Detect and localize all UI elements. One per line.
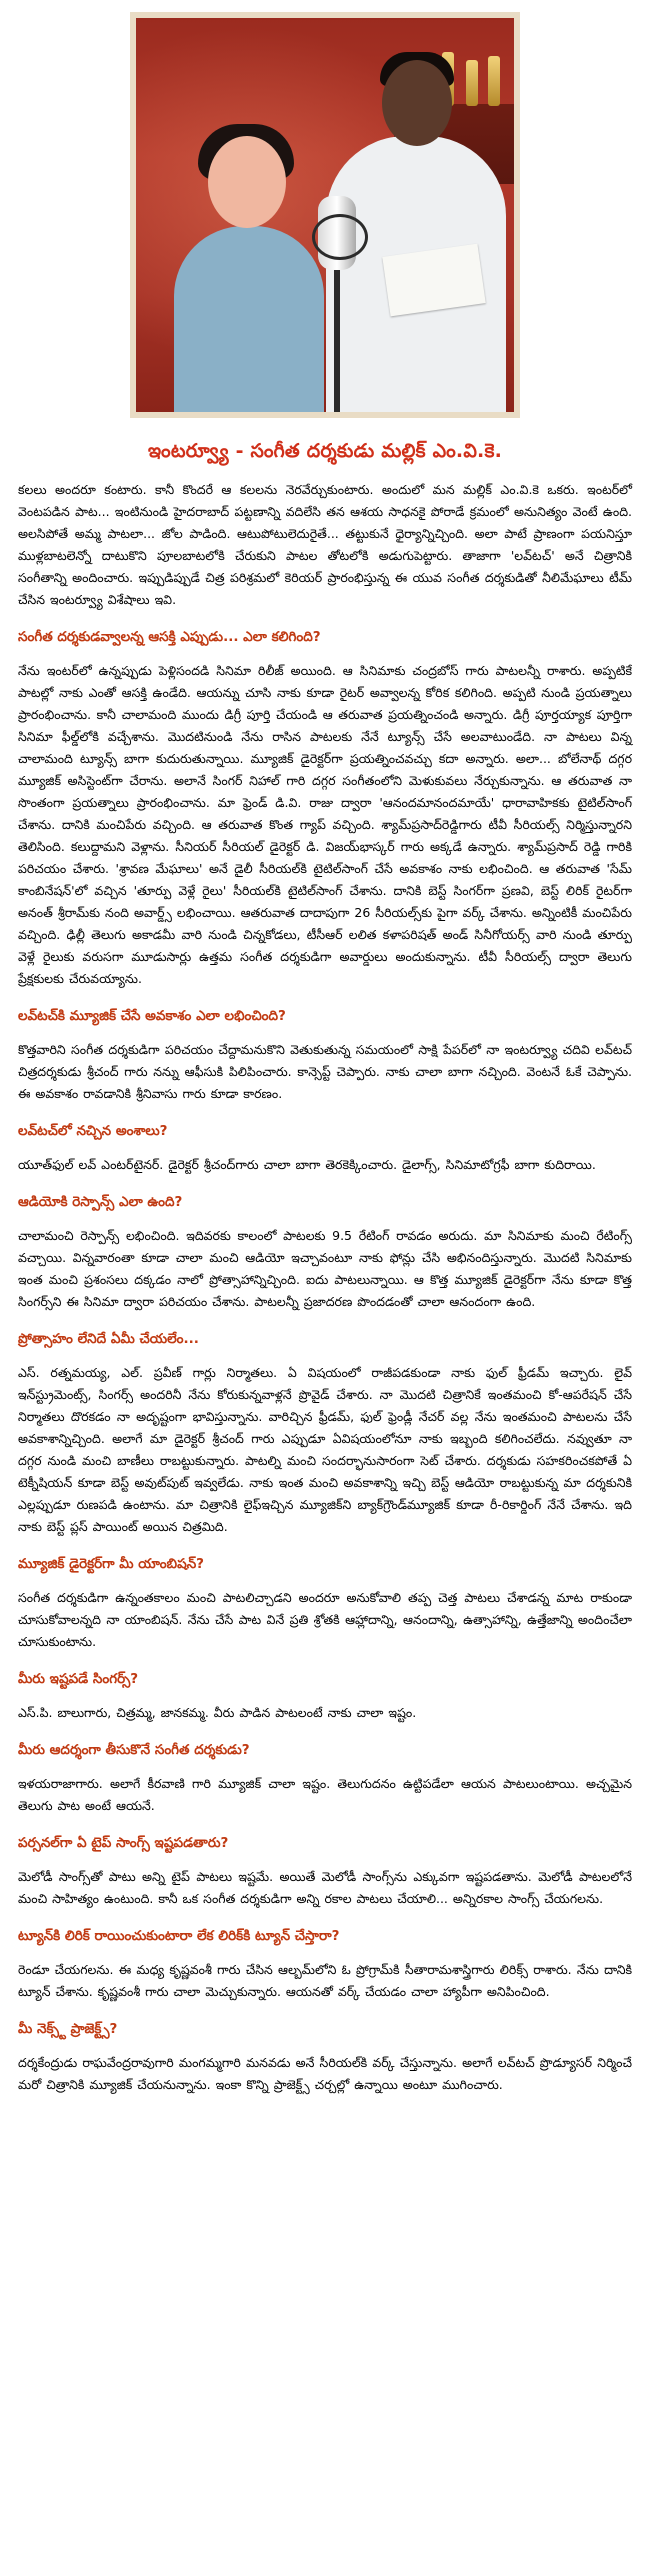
article-heading: ఇంటర్వ్యూ - సంగీత దర్శకుడు మల్లిక్ ఎం.వి.కె.	[147, 440, 503, 462]
answer: దర్శకేంద్రుడు రాఘవేంద్రరావుగారి మంగమ్మగారి మనవడు అనే సీరియల్‌కి వర్క్ చేస్తున్నాను. అలాగే లవ్‌టచ్ ప్రొడ్యూసర్ నిర్మించే మరో చిత్రానికి మ్యూజిక్ చేయనున్నాను. ఇంకా కొన్ని ప్రాజెక్ట్స్ చర్చల్లో ఉన్నాయి అంటూ ముగించారు.	[18, 2055, 632, 2092]
answer: ఎస్. రత్నమయ్య, ఎల్. ప్రవీణ్ గార్లు నిర్మాతలు. ఏ విషయంలో రాజీపడకుండా నాకు ఫుల్ ఫ్రీడమ్ ఇచ్చారు. లైవ్ ఇన్‌స్ట్రుమెంట్స్, సింగర్స్ అందరినీ నేను కోరుకున్నవాళ్లనే ప్రొవైడ్ చేశారు. నా మొదటి చిత్రానికే ఇంతమంచి కో-ఆపరేషన్ చేసే నిర్మాతలు దొరకడం నా అదృష్టంగా భావిస్తున్నాను. వారిచ్చిన ఫ్రీడమ్, ఫుల్ ఫ్రెండ్లీ నేచర్ వల్ల నేను ఇంతమంచి పాటలను చేసే అవకాశాన్నిచ్చింది. అలాగే మా డైరెక్టర్ శ్రీచంద్ గారు ఎప్పుడూ ఏవిషయంలోనూ నాకు ఇబ్బంది కలిగించలేదు. నవ్వుతూ నా దగ్గర నుండి మంచి బాణీలు రాబట్టుకున్నారు. పాటల్ని మంచి సందర్భానుసారంగా సెట్ చేశారు. దర్శకుడు సహకరించకపోతే ఏ టెక్నీషియన్ కూడా బెస్ట్ అవుట్‌పుట్ ఇవ్వలేడు. నాకు ఇంత మంచి అవకాశాన్ని ఇచ్చి బెస్ట్ ఆడియో రాబట్టుకున్న మా దర్శకునికి ఎల్లప్పుడూ రుణపడి ఉంటాను. మా చిత్రానికి లైఫ్‌ఇచ్చిన మ్యూజిక్‌ని బ్యాక్‌గ్రౌండ్‌మ్యూజిక్ కూడా రీ-రికార్డింగ్ నేనే చేశాను. ఇది నాకు బెస్ట్ ప్లస్ పాయింట్ అయిన చిత్రమిది.	[18, 1365, 632, 1534]
woman-figure	[174, 226, 324, 418]
question: మీ నెక్స్ట్ ప్రాజెక్ట్స్?	[18, 2021, 118, 2037]
answer: మెలోడీ సాంగ్స్‌తో పాటు అన్ని టైప్ పాటలు ఇష్టమే. అయితే మెలోడీ సాంగ్స్‌ను ఎక్కువగా ఇష్టపడతాను. మెలోడీ పాటలలోనే మంచి సాహిత్యం ఉంటుంది. కానీ ఒక సంగీత దర్శకుడిగా అన్ని రకాల పాటలు చేయాలి... అన్నిరకాల సాంగ్స్ చేయగలను.	[18, 1869, 632, 1906]
question: సంగీత దర్శకుడవ్వాలన్న ఆసక్తి ఎప్పుడు... ఎలా కలిగింది?	[18, 629, 321, 645]
question: మీరు ఇష్టపడే సింగర్స్?	[18, 1671, 139, 1687]
trophy-icon	[466, 60, 478, 106]
answer: నేను ఇంటర్‌లో ఉన్నప్పుడు పెళ్లిసందడి సినిమా రిలీజ్ అయింది. ఆ సినిమాకు చంద్రబోస్ గారు పాటలన్నీ రాశారు. అప్పటికే పాటల్లో నాకు ఎంతో ఆసక్తి ఉండేది. ఆయన్ను చూసి నాకు కూడా రైటర్ అవ్వాలన్న కోరిక కలిగింది. అప్పటి నుండి ప్రయత్నాలు ప్రారంభించాను. కానీ చాలామంది ముందు డిగ్రీ పూర్తి చేయండి ఆ తరువాత ప్రయత్నించండి అన్నారు. డిగ్రీ పూర్తయ్యాక పూర్తిగా సినిమా ఫీల్డ్‌లోకి వచ్చేశాను. మొదటినుండి నేను రాసిన పాటలకు నేనే ట్యూన్స్ చేసే అలవాటుండేది. నా పాటలు విన్న చాలామంది ట్యూన్స్ బాగా కుదురుతున్నాయి. మ్యూజిక్ డైరెక్టర్‌గా ప్రయత్నించవచ్చు కదా అన్నారు. అలా... బోలేనాథ్ దగ్గర మ్యూజిక్ అసిస్టెంట్‌గా చేరాను. అలానే సింగర్ నిహాల్ గారి దగ్గర సంగీతంలోని మెళుకువలు నేర్చుకున్నాను. ఆ తరువాత నా సొంతంగా ప్రయత్నాలు ప్రారంభించాను. మా ఫ్రెండ్ డి.వి. రాజు ద్వారా 'ఆనందమానందమాయే' ధారావాహికకు టైటిల్‌సాంగ్ చేశాను. దానికి మంచిపేరు వచ్చింది. ఆ తరువాత కొంత గ్యాప్ వచ్చింది. శ్యామ్‌ప్రసాద్‌రెడ్డిగారు టీవీ సీరియల్స్ నిర్మిస్తున్నారని తెలిసింది. కలుద్దామని వెళ్లాను. సీనియర్ సీరియల్ డైరెక్టర్ డి. విజయ్‌భాస్కర్ గారు అక్కడే ఉన్నారు. శ్యామ్‌ప్రసాద్ రెడ్డి గారికి పరిచయం చేశారు. 'శ్రావణ మేఘాలు' అనే డైలీ సీరియల్‌కి టైటిల్‌సాంగ్ చేసే అవకాశం నాకు లభించింది. ఆ తరువాత 'సేమ్ కాంబినేషన్'లో వచ్చిన 'తూర్పు వెళ్లే రైలు' సీరియల్‌కి టైటిల్‌సాంగ్ చేశాను. దానికి బెస్ట్ సింగర్‌గా ప్రణవి, బెస్ట్ లిరిక్ రైటర్‌గా అనంత్ శ్రీరామ్‌కు నంది అవార్డ్స్ లభించాయి. ఆతరువాత దాదాపుగా 26 సీరియల్స్‌కు పైగా వర్క్ చేశాను. అన్నింటికీ మంచిపేరు వచ్చింది. ఢిల్లీ తెలుగు అకాడమీ వారి నుండి చిన్నకోడలు, టీసీఆర్ లలిత కళాపరిషత్ అండ్ సినీగోయర్స్ వారి నుండి తూర్పు వెళ్లే రైలుకు వరుసగా మూడుసార్లు ఉత్తమ సంగీత దర్శకుడిగా అవార్డులు అందుకున్నాను. టీవీ సీరియల్స్ ద్వారా తెలుగు ప్రేక్షకులకు చేరువయ్యాను.	[18, 663, 632, 986]
answer: ఎస్.పి. బాలుగారు, చిత్రమ్మ, జానకమ్మ. వీరు పాడిన పాటలంటే నాకు చాలా ఇష్టం.	[18, 1705, 417, 1720]
qa-section	[18, 629, 632, 2096]
trophy-icon	[488, 56, 500, 106]
article-page	[0, 12, 650, 2574]
question: మ్యూజిక్ డైరెక్టర్‌గా మీ యాంబిషన్?	[18, 1556, 204, 1572]
mic-stand	[334, 270, 340, 418]
answer: ఇళయరాజాగారు. అలాగే కీరవాణి గారి మ్యూజిక్ చాలా ఇష్టం. తెలుగుదనం ఉట్టిపడేలా ఆయన పాటలుంటాయి. అచ్చమైన తెలుగు పాట అంటే ఆయనే.	[18, 1776, 632, 1813]
answer: సంగీత దర్శకుడిగా ఉన్నంతకాలం మంచి పాటలిచ్చాడని అందరూ అనుకోవాలి తప్ప చెత్త పాటలు చేశాడన్న మాట రాకుండా చూసుకోవాలన్నది నా యాంబిషన్. నేను చేసే పాట వినే ప్రతి శ్రోతకి ఆహ్లాదాన్ని, ఆనందాన్ని, ఉత్సాహాన్ని, ఉత్తేజాన్ని అందించేలా చూసుకుంటాను.	[18, 1590, 632, 1649]
answer: రెండూ చేయగలను. ఈ మధ్య కృష్ణవంశీ గారు చేసిన ఆల్బమ్‌లోని ఓ ప్రోగ్రామ్‌కి సీతారామశాస్త్రిగారు లిరిక్స్ రాశారు. నేను దానికి ట్యూన్ చేశాను. కృష్ణవంశీ గారు చాలా మెచ్చుకున్నారు. ఆయనతో వర్క్ చేయడం చాలా హ్యాపీగా అనిపించింది.	[18, 1962, 632, 1999]
article-intro: కలలు అందరూ కంటారు. కానీ కొందరే ఆ కలలను నెరవేర్చుకుంటారు. అందులో మన మల్లిక్ ఎం.వి.కె ఒకరు. ఇంటర్‌లో వెంటపడిన పాట... ఇంటినుండి హైదరాబాద్ పట్టణాన్ని వదిలేసి తన ఆశయ సాధనకై పోరాడే క్రమంలో అనునిత్యం వెంటే ఉంది. అలసిపోతే అమ్మ పాటలా... జోల పాడింది. ఆటుపోటులెదురైతే... తట్టుకునే ధైర్యాన్నిచ్చింది. అలా పాటే ప్రాణంగా పయనిస్తూ ముళ్లబాటలెన్నో దాటుకొని పూలబాటలోకి చేరుకుని పాటల తోటలోకి అడుగుపెట్టారు. తాజాగా 'లవ్‌టచ్' అనే చిత్రానికి సంగీతాన్ని అందించారు. ఇప్పుడిప్పుడే చిత్ర పరిశ్రమలో కెరియర్ ప్రారంభిస్తున్న ఈ యువ సంగీత దర్శకుడితో నీలిమేఘాలు టీమ్ చేసిన ఇంటర్వ్యూ విశేషాలు ఇవి.	[18, 482, 632, 607]
question: లవ్‌టచ్‌లో నచ్చిన అంశాలు?	[18, 1123, 168, 1139]
question: ఆడియోకి రెస్పాన్స్ ఎలా ఉంది?	[18, 1194, 183, 1210]
answer: చాలామంచి రెస్పాన్స్ లభించింది. ఇదివరకు కాలంలో పాటలకు 9.5 రేటింగ్ రావడం అరుదు. మా సినిమాకు మంచి రేటింగ్స్ వచ్చాయి. విన్నవారంతా కూడా చాలా మంచి ఆడియో ఇచ్చావంటూ నాకు ఫోన్లు చేసి అభినందిస్తున్నారు. మొదటి సినిమాకు ఇంత మంచి ప్రశంసలు దక్కడం నాలో ప్రోత్సాహాన్నిచ్చింది. ఐదు పాటలున్నాయి. ఆ కొత్త మ్యూజిక్ డైరెక్టర్‌గా నేను కూడా కొత్త సింగర్స్‌ని ఈ సినిమా ద్వారా పరిచయం చేశాను. పాటలన్నీ ప్రజాదరణ పొందడంతో చాలా ఆనందంగా ఉంది.	[18, 1228, 632, 1309]
question: ట్యూన్‌కి లిరిక్ రాయించుకుంటారా లేక లిరిక్‌కి ట్యూన్ చేస్తారా?	[18, 1928, 340, 1944]
question: పర్సనల్‌గా ఏ టైప్ సాంగ్స్ ఇష్టపడతారు?	[18, 1835, 229, 1851]
answer: కొత్తవారిని సంగీత దర్శకుడిగా పరిచయం చేద్దామనుకొని వెతుకుతున్న సమయంలో సాక్షి పేపర్‌లో నా ఇంటర్వ్యూ చదివి లవ్‌టచ్ చిత్రదర్శకుడు శ్రీచంద్ గారు నన్ను ఆఫీసుకి పిలిపించారు. కాన్సెప్ట్ చెప్పారు. నాకు చాలా బాగా నచ్చింది. వెంటనే ఓకే చెప్పాను. ఈ అవకాశం రావడానికి శ్రీనివాసు గారు కూడా కారణం.	[18, 1042, 632, 1101]
question: మీరు ఆదర్శంగా తీసుకొనే సంగీత దర్శకుడు?	[18, 1742, 250, 1758]
answer: యూత్‌ఫుల్ లవ్ ఎంటర్‌టైనర్. డైరెక్టర్ శ్రీచంద్‌గారు చాలా బాగా తెరకెక్కించారు. డైలాగ్స్, సినిమాటోగ్రఫీ బాగా కుదిరాయి.	[18, 1157, 596, 1172]
question: లవ్‌టచ్‌కి మ్యూజిక్ చేసే అవకాశం ఎలా లభించింది?	[18, 1008, 286, 1024]
question: ప్రోత్సాహం లేనిదే ఏమీ చేయలేం...	[18, 1331, 199, 1347]
article-photo	[130, 12, 520, 418]
